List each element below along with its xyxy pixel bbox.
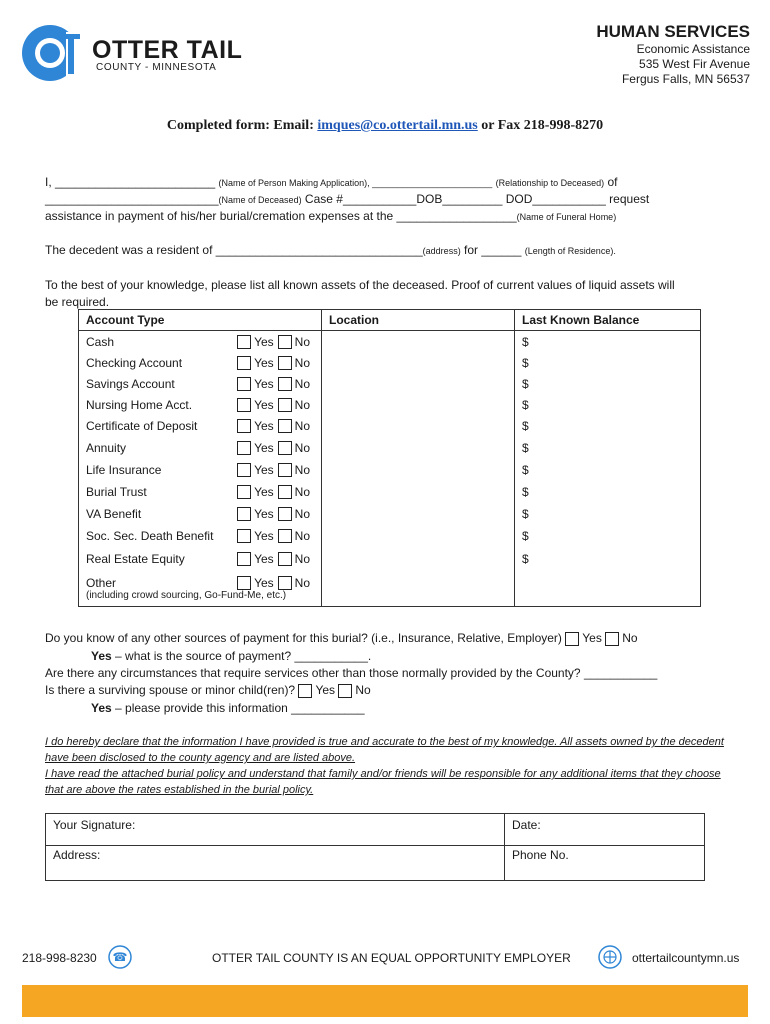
residence-length-hint: (Length of Residence). xyxy=(524,246,616,256)
declaration-paragraph-1: I do hereby declare that the information I have provided is true and accurate to the best of my knowledge. All assets owned by the decedent have been disclosed to the county agency and are listed above. xyxy=(45,736,724,764)
currency-symbol: $ xyxy=(522,440,529,455)
q3-no-checkbox[interactable] xyxy=(338,684,352,698)
yes-checkbox[interactable] xyxy=(237,419,251,433)
location-cell[interactable] xyxy=(322,459,515,480)
currency-symbol: $ xyxy=(522,376,529,391)
account-type-cell xyxy=(79,373,322,394)
account-type-cell xyxy=(79,415,322,436)
footer-website[interactable]: ottertailcountymn.us xyxy=(632,951,740,965)
no-checkbox[interactable] xyxy=(278,335,292,349)
yes-label: Yes xyxy=(254,506,274,521)
yes-checkbox[interactable] xyxy=(237,576,251,590)
no-checkbox[interactable] xyxy=(278,356,292,370)
question-other-sources xyxy=(45,631,638,646)
balance-cell[interactable] xyxy=(515,436,701,459)
q3-text: Is there a surviving spouse or minor child(ren)? xyxy=(45,683,296,697)
currency-symbol: $ xyxy=(522,462,529,477)
q1-yes-label: Yes xyxy=(582,631,602,645)
yes-label: Yes xyxy=(254,528,274,543)
account-type-label: Annuity xyxy=(86,440,127,455)
account-type-label: Checking Account xyxy=(86,355,183,370)
q1-followup xyxy=(91,649,371,663)
q3-yes-checkbox[interactable] xyxy=(298,684,312,698)
q1-followup-yes: Yes xyxy=(91,649,112,663)
currency-symbol: $ xyxy=(522,528,529,543)
yes-label: Yes xyxy=(254,440,274,455)
account-type-cell xyxy=(79,352,322,373)
balance-cell[interactable] xyxy=(515,373,701,394)
address-line: Fergus Falls, MN 56537 xyxy=(621,72,750,86)
q1-followup-text[interactable]: – what is the source of payment? ___________. xyxy=(111,649,372,663)
location-cell[interactable] xyxy=(322,436,515,459)
account-type-label: Cash xyxy=(86,334,115,349)
logo-title: OTTER TAIL xyxy=(92,36,243,64)
location-cell[interactable] xyxy=(322,373,515,394)
no-label: No xyxy=(294,462,310,477)
footer-accent-bar xyxy=(22,985,748,1017)
account-type-cell xyxy=(79,547,322,570)
col-header-location: Location xyxy=(322,310,515,331)
account-type-label: Life Insurance xyxy=(86,462,162,477)
yes-checkbox[interactable] xyxy=(237,529,251,543)
account-type-cell xyxy=(79,524,322,547)
case-dob-dod-blanks[interactable]: Case #___________DOB_________ DOD___________ request xyxy=(304,192,650,206)
yes-label: Yes xyxy=(254,418,274,433)
yes-checkbox[interactable] xyxy=(237,356,251,370)
table-row xyxy=(79,352,701,373)
address-hint: (address) xyxy=(422,246,461,256)
intro-line-3 xyxy=(45,209,616,223)
table-row xyxy=(79,373,701,394)
otter-tail-logo-icon xyxy=(22,24,82,82)
date-field[interactable]: Date: xyxy=(512,818,541,832)
no-label: No xyxy=(294,528,310,543)
location-cell[interactable] xyxy=(322,415,515,436)
signature-box xyxy=(45,813,705,881)
account-type-label: Real Estate Equity xyxy=(86,551,185,566)
no-label: No xyxy=(294,376,310,391)
q3-followup-text[interactable]: – please provide this information ___________ xyxy=(111,701,365,715)
yes-checkbox[interactable] xyxy=(237,507,251,521)
footer-eoe: OTTER TAIL COUNTY IS AN EQUAL OPPORTUNITY EMPLOYER xyxy=(212,951,571,965)
yes-label: Yes xyxy=(254,334,274,349)
footer-phone: 218-998-8230 xyxy=(22,951,97,965)
address-blank[interactable]: The decedent was a resident of _______________________________ xyxy=(45,243,423,257)
intro-line-4 xyxy=(45,243,616,257)
no-checkbox[interactable] xyxy=(278,441,292,455)
no-checkbox[interactable] xyxy=(278,377,292,391)
account-type-cell xyxy=(79,331,322,353)
no-label: No xyxy=(294,575,310,590)
residence-length-blank[interactable]: for ______ xyxy=(464,243,522,257)
completed-prefix: Completed form: Email: xyxy=(166,118,318,133)
yes-checkbox[interactable] xyxy=(237,377,251,391)
account-type-cell xyxy=(79,459,322,480)
yes-label: Yes xyxy=(254,484,274,499)
q3-no-label: No xyxy=(355,683,371,697)
funeral-home-blank[interactable]: assistance in payment of his/her burial/cremation expenses at the __________________ xyxy=(45,209,517,223)
account-type-cell xyxy=(79,503,322,524)
q3-followup-yes: Yes xyxy=(91,701,112,715)
deceased-name-hint: (Name of Deceased) xyxy=(218,195,302,205)
no-label: No xyxy=(294,397,310,412)
completed-form-instructions xyxy=(0,118,770,134)
account-type-cell xyxy=(79,394,322,415)
phone-icon xyxy=(108,945,132,969)
intro-line-1 xyxy=(45,175,618,189)
q1-no-checkbox[interactable] xyxy=(605,632,619,646)
col-header-account: Account Type xyxy=(79,310,322,331)
currency-symbol: $ xyxy=(522,506,529,521)
account-type-label: Savings Account xyxy=(86,376,175,391)
balance-cell[interactable] xyxy=(515,459,701,480)
currency-symbol: $ xyxy=(522,397,529,412)
location-cell[interactable] xyxy=(322,547,515,570)
currency-symbol: $ xyxy=(522,551,529,566)
account-type-label: Nursing Home Acct. xyxy=(86,397,193,412)
account-type-label: Burial Trust xyxy=(86,484,147,499)
currency-symbol: $ xyxy=(522,334,529,349)
other-note: (including crowd sourcing, Go-Fund-Me, etc.) xyxy=(86,589,287,601)
no-label: No xyxy=(294,484,310,499)
table-row xyxy=(79,503,701,524)
no-checkbox[interactable] xyxy=(278,485,292,499)
location-cell[interactable] xyxy=(322,352,515,373)
account-type-label: Soc. Sec. Death Benefit xyxy=(86,528,214,543)
deceased-name-blank[interactable]: __________________________ xyxy=(45,192,219,206)
account-type-label: Other xyxy=(86,575,117,590)
address-line: Economic Assistance xyxy=(636,42,750,56)
of-text: of xyxy=(607,175,618,189)
applicant-name-hint: (Name of Person Making Application), ________________________ xyxy=(218,178,493,188)
no-checkbox[interactable] xyxy=(278,463,292,477)
balance-cell[interactable] xyxy=(515,415,701,436)
signature-field[interactable]: Your Signature: xyxy=(53,818,136,832)
location-cell[interactable] xyxy=(322,524,515,547)
yes-checkbox[interactable] xyxy=(237,485,251,499)
yes-checkbox[interactable] xyxy=(237,463,251,477)
table-row xyxy=(79,547,701,570)
q1-no-label: No xyxy=(622,631,638,645)
location-cell[interactable] xyxy=(322,503,515,524)
globe-icon xyxy=(598,945,622,969)
table-row-other xyxy=(79,570,322,607)
yes-label: Yes xyxy=(254,376,274,391)
account-type-label: VA Benefit xyxy=(86,506,142,521)
table-row xyxy=(79,331,701,353)
q3-followup xyxy=(91,701,365,715)
applicant-name-blank[interactable]: I, ________________________ xyxy=(45,175,216,189)
col-header-balance: Last Known Balance xyxy=(515,310,701,331)
no-label: No xyxy=(294,334,310,349)
yes-label: Yes xyxy=(254,397,274,412)
location-cell[interactable] xyxy=(322,394,515,415)
balance-cell[interactable] xyxy=(515,394,701,415)
logo-subtitle: COUNTY - MINNESOTA xyxy=(96,62,217,73)
q1-yes-checkbox[interactable] xyxy=(565,632,579,646)
svg-text:☎: ☎ xyxy=(112,950,128,964)
table-row xyxy=(79,480,701,503)
balance-cell[interactable] xyxy=(515,524,701,547)
no-label: No xyxy=(294,551,310,566)
email-link[interactable]: imques@co.ottertail.mn.us xyxy=(317,118,478,133)
no-label: No xyxy=(294,440,310,455)
location-cell[interactable] xyxy=(322,331,515,353)
yes-checkbox[interactable] xyxy=(237,441,251,455)
question-spouse xyxy=(45,683,371,698)
address-field[interactable]: Address: xyxy=(53,848,101,862)
yes-label: Yes xyxy=(254,462,274,477)
q3-yes-label: Yes xyxy=(315,683,336,697)
location-cell[interactable] xyxy=(322,570,515,607)
completed-suffix: or Fax 218-998-8270 xyxy=(477,118,604,133)
table-row xyxy=(79,459,701,480)
balance-cell[interactable] xyxy=(515,570,701,607)
no-checkbox[interactable] xyxy=(278,419,292,433)
no-checkbox[interactable] xyxy=(278,507,292,521)
no-checkbox[interactable] xyxy=(278,529,292,543)
yes-label: Yes xyxy=(254,355,274,370)
phone-field[interactable]: Phone No. xyxy=(512,848,569,862)
balance-cell[interactable] xyxy=(515,352,701,373)
balance-cell[interactable] xyxy=(515,547,701,570)
question-circumstances[interactable]: Are there any circumstances that require services other than those normally provided by the County? ___________ xyxy=(45,666,658,680)
table-row xyxy=(79,415,701,436)
table-row xyxy=(79,436,701,459)
account-type-cell xyxy=(79,480,322,503)
currency-symbol: $ xyxy=(522,484,529,499)
no-checkbox[interactable] xyxy=(278,398,292,412)
declaration-paragraph-2: I have read the attached burial policy and understand that family and/or friends will be responsible for any additional items that they choose that are above the rates established in the burial policy. xyxy=(45,768,721,796)
location-cell[interactable] xyxy=(322,480,515,503)
no-label: No xyxy=(294,418,310,433)
currency-symbol: $ xyxy=(522,355,529,370)
account-type-label: Certificate of Deposit xyxy=(86,418,198,433)
assets-table xyxy=(78,309,701,607)
yes-checkbox[interactable] xyxy=(237,552,251,566)
table-row xyxy=(79,524,701,547)
no-label: No xyxy=(294,506,310,521)
no-label: No xyxy=(294,355,310,370)
department-title: HUMAN SERVICES xyxy=(596,22,750,41)
yes-checkbox[interactable] xyxy=(237,398,251,412)
table-row xyxy=(79,394,701,415)
funeral-home-hint: (Name of Funeral Home) xyxy=(516,212,617,222)
q1-text: Do you know of any other sources of payment for this burial? (i.e., Insurance, Relative, Employer) xyxy=(45,631,562,645)
no-checkbox[interactable] xyxy=(278,576,292,590)
intro-line-2 xyxy=(45,192,649,206)
assets-instructions-1: To the best of your knowledge, please list all known assets of the deceased. Proof of current values of liquid assets will xyxy=(45,278,675,292)
yes-label: Yes xyxy=(254,551,274,566)
yes-checkbox[interactable] xyxy=(237,335,251,349)
currency-symbol: $ xyxy=(522,418,529,433)
balance-cell[interactable] xyxy=(515,503,701,524)
address-line: 535 West Fir Avenue xyxy=(639,57,750,71)
account-type-cell xyxy=(79,436,322,459)
no-checkbox[interactable] xyxy=(278,552,292,566)
yes-label: Yes xyxy=(254,575,274,590)
balance-cell[interactable] xyxy=(515,480,701,503)
balance-cell[interactable] xyxy=(515,331,701,353)
relationship-hint: (Relationship to Deceased) xyxy=(495,178,605,188)
assets-instructions-2: be required. xyxy=(45,295,110,309)
